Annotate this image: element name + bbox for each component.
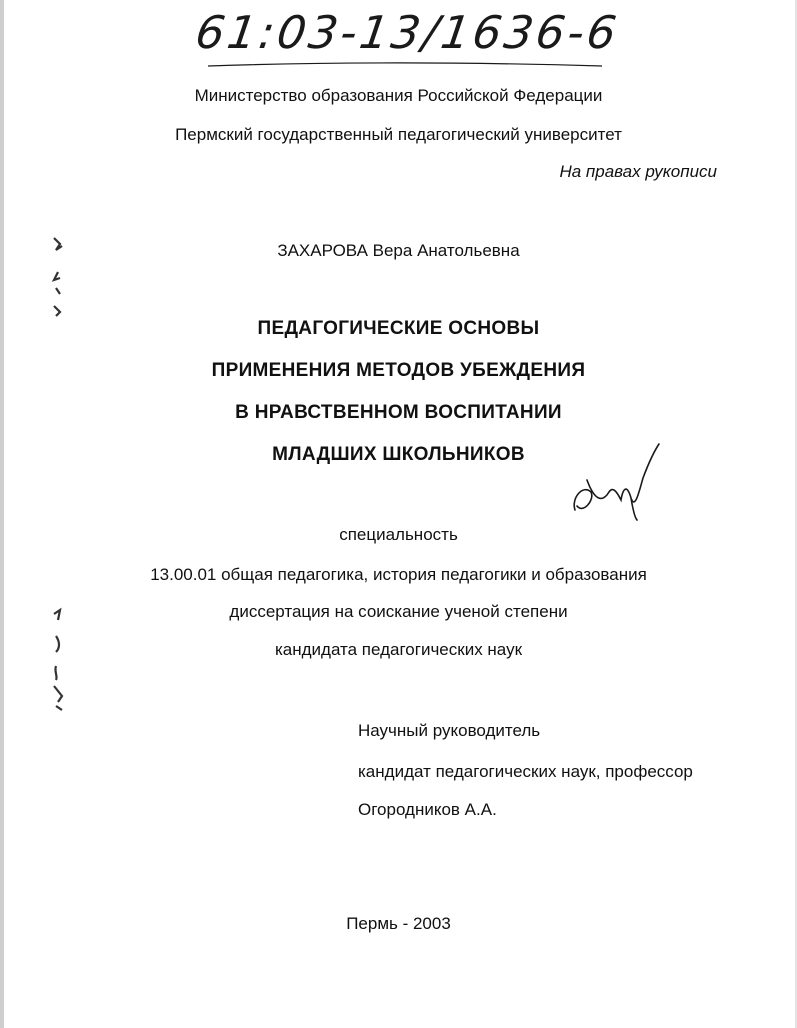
specialty-code: 13.00.01 общая педагогика, история педагогики и образования — [150, 565, 647, 584]
binding-mark-upper — [46, 232, 72, 322]
advisor-title: кандидат педагогических наук, профессор — [358, 762, 693, 781]
title-line-4: МЛАДШИХ ШКОЛЬНИКОВ — [272, 444, 525, 465]
manuscript-rights: На правах рукописи — [559, 162, 717, 181]
author-name: ЗАХАРОВА Вера Анатольевна — [277, 241, 520, 260]
university-line: Пермский государственный педагогический университет — [175, 125, 622, 144]
advisor-label: Научный руководитель — [358, 721, 541, 740]
handwritten-catalog-code: 61:03-13/1636-6 — [192, 6, 623, 59]
ministry-line: Министерство образования Российской Федерации — [194, 86, 603, 105]
city-year: Пермь - 2003 — [346, 914, 451, 933]
advisor-name: Огородников А.А. — [358, 800, 497, 819]
signature-svg — [565, 440, 665, 522]
binding-mark-lower — [44, 606, 74, 716]
handwritten-underline — [206, 58, 606, 72]
title-line-3: В НРАВСТВЕННОМ ВОСПИТАНИИ — [235, 402, 562, 423]
title-line-2: ПРИМЕНЕНИЯ МЕТОДОВ УБЕЖДЕНИЯ — [211, 360, 586, 381]
degree-line: кандидата педагогических наук — [274, 640, 523, 659]
title-line-1: ПЕДАГОГИЧЕСКИЕ ОСНОВЫ — [257, 318, 540, 339]
dissertation-line: диссертация на соискание ученой степени — [229, 602, 568, 621]
scan-edge-left — [0, 0, 4, 1028]
specialty-label: специальность — [339, 525, 458, 544]
